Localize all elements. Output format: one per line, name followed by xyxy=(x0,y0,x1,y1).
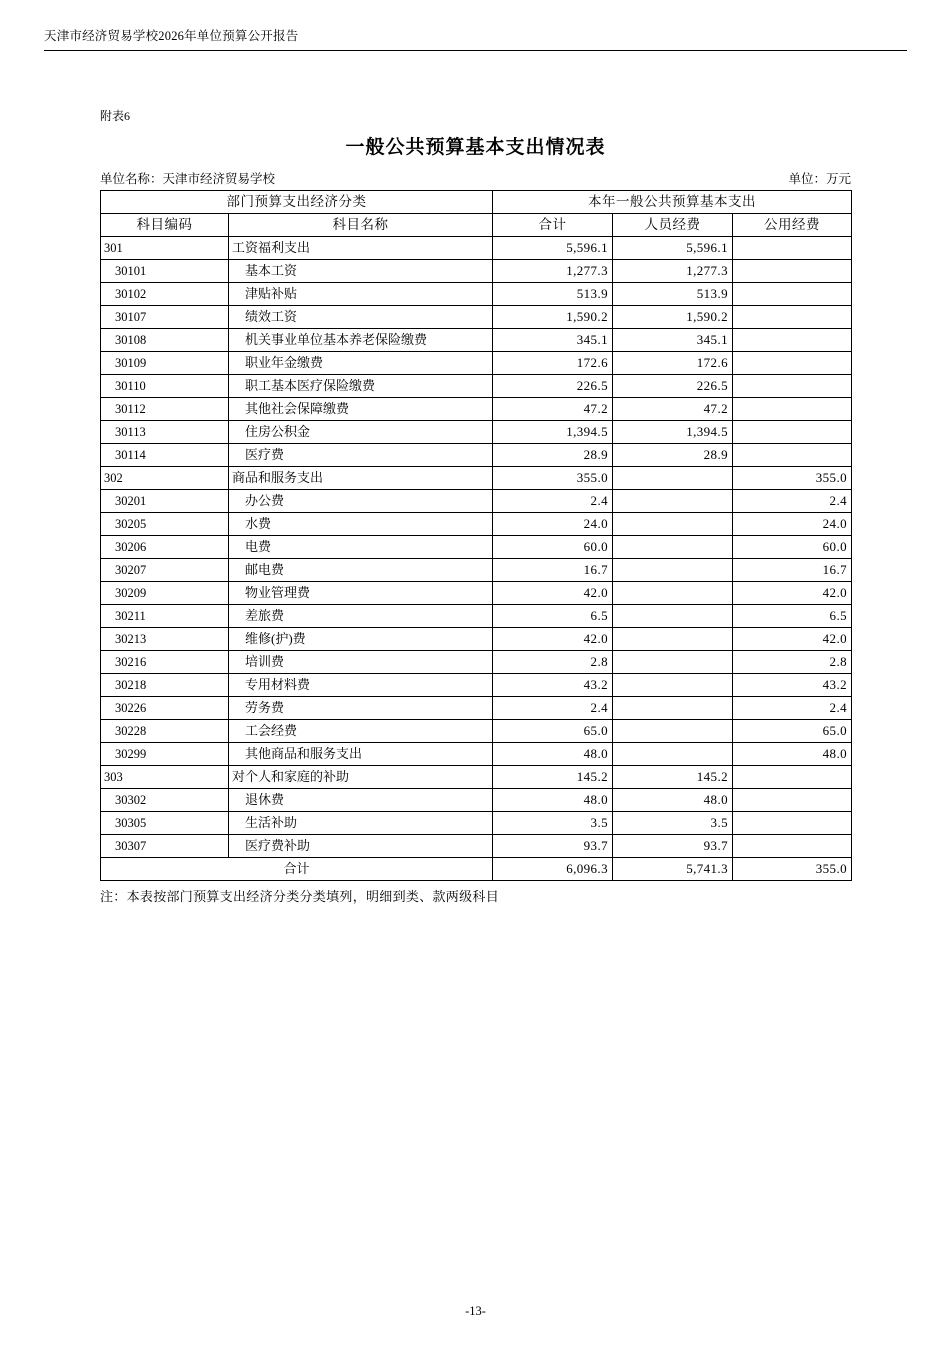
cell-subject-name: 办公费 xyxy=(229,490,493,513)
cell-subject-name: 基本工资 xyxy=(229,260,493,283)
cell-subject-code: 30216 xyxy=(101,651,229,674)
cell-total: 42.0 xyxy=(493,582,613,605)
cell-total: 226.5 xyxy=(493,375,613,398)
table-row xyxy=(101,513,852,536)
cell-personnel: 345.1 xyxy=(613,329,733,352)
cell-personnel: 1,277.3 xyxy=(613,260,733,283)
table-row xyxy=(101,375,852,398)
cell-total: 2.4 xyxy=(493,697,613,720)
cell-total: 60.0 xyxy=(493,536,613,559)
cell-personnel xyxy=(613,513,733,536)
cell-subject-code: 30110 xyxy=(101,375,229,398)
column-header-total: 合计 xyxy=(493,214,613,237)
cell-subject-name: 维修(护)费 xyxy=(229,628,493,651)
document-content xyxy=(100,108,851,905)
cell-public xyxy=(733,237,852,260)
cell-subject-code: 30299 xyxy=(101,743,229,766)
cell-total: 145.2 xyxy=(493,766,613,789)
table-row xyxy=(101,283,852,306)
cell-subject-name: 绩效工资 xyxy=(229,306,493,329)
total-public: 355.0 xyxy=(733,858,852,881)
cell-public: 2.4 xyxy=(733,490,852,513)
table-row xyxy=(101,812,852,835)
cell-public xyxy=(733,789,852,812)
cell-personnel xyxy=(613,490,733,513)
cell-subject-name: 住房公积金 xyxy=(229,421,493,444)
cell-public: 48.0 xyxy=(733,743,852,766)
cell-personnel xyxy=(613,536,733,559)
cell-personnel xyxy=(613,605,733,628)
group-header-left: 部门预算支出经济分类 xyxy=(101,191,493,214)
table-total-row xyxy=(101,858,852,881)
cell-public xyxy=(733,812,852,835)
cell-total: 345.1 xyxy=(493,329,613,352)
cell-subject-name: 医疗费补助 xyxy=(229,835,493,858)
cell-subject-name: 医疗费 xyxy=(229,444,493,467)
table-body xyxy=(101,237,852,858)
cell-subject-code: 30226 xyxy=(101,697,229,720)
cell-total: 6.5 xyxy=(493,605,613,628)
cell-total: 93.7 xyxy=(493,835,613,858)
cell-subject-code: 30101 xyxy=(101,260,229,283)
unit-measure-label: 单位：万元 xyxy=(788,172,851,186)
cell-personnel: 5,596.1 xyxy=(613,237,733,260)
column-header-public: 公用经费 xyxy=(733,214,852,237)
cell-subject-name: 职工基本医疗保险缴费 xyxy=(229,375,493,398)
table-row xyxy=(101,651,852,674)
cell-subject-code: 30113 xyxy=(101,421,229,444)
table-row xyxy=(101,835,852,858)
cell-total: 2.8 xyxy=(493,651,613,674)
cell-total: 1,394.5 xyxy=(493,421,613,444)
cell-personnel xyxy=(613,651,733,674)
cell-subject-code: 30205 xyxy=(101,513,229,536)
running-header: 天津市经济贸易学校2026年单位预算公开报告 xyxy=(44,29,299,43)
cell-total: 48.0 xyxy=(493,789,613,812)
total-total: 6,096.3 xyxy=(493,858,613,881)
cell-personnel: 48.0 xyxy=(613,789,733,812)
cell-subject-name: 劳务费 xyxy=(229,697,493,720)
cell-personnel: 1,394.5 xyxy=(613,421,733,444)
cell-subject-code: 30209 xyxy=(101,582,229,605)
cell-total: 47.2 xyxy=(493,398,613,421)
cell-public: 42.0 xyxy=(733,628,852,651)
cell-personnel xyxy=(613,467,733,490)
column-header-personnel: 人员经费 xyxy=(613,214,733,237)
cell-total: 42.0 xyxy=(493,628,613,651)
cell-total: 24.0 xyxy=(493,513,613,536)
cell-subject-name: 差旅费 xyxy=(229,605,493,628)
cell-public xyxy=(733,421,852,444)
unit-name-label: 单位名称：天津市经济贸易学校 xyxy=(100,172,276,186)
cell-subject-code: 30307 xyxy=(101,835,229,858)
table-note: 注：本表按部门预算支出经济分类分类填列，明细到类、款两级科目 xyxy=(100,889,500,904)
cell-public: 355.0 xyxy=(733,467,852,490)
cell-subject-name: 机关事业单位基本养老保险缴费 xyxy=(229,329,493,352)
cell-subject-code: 30102 xyxy=(101,283,229,306)
cell-subject-code: 30201 xyxy=(101,490,229,513)
cell-total: 513.9 xyxy=(493,283,613,306)
total-personnel: 5,741.3 xyxy=(613,858,733,881)
cell-personnel: 226.5 xyxy=(613,375,733,398)
cell-personnel: 145.2 xyxy=(613,766,733,789)
cell-subject-name: 其他社会保障缴费 xyxy=(229,398,493,421)
cell-personnel: 3.5 xyxy=(613,812,733,835)
cell-personnel xyxy=(613,697,733,720)
table-row xyxy=(101,789,852,812)
table-header xyxy=(101,191,852,237)
cell-subject-name: 退休费 xyxy=(229,789,493,812)
cell-public xyxy=(733,352,852,375)
cell-total: 2.4 xyxy=(493,490,613,513)
cell-total: 1,277.3 xyxy=(493,260,613,283)
cell-personnel: 1,590.2 xyxy=(613,306,733,329)
cell-total: 172.6 xyxy=(493,352,613,375)
cell-subject-code: 30207 xyxy=(101,559,229,582)
cell-subject-name: 工会经费 xyxy=(229,720,493,743)
table-column-header-row xyxy=(101,214,852,237)
cell-subject-code: 303 xyxy=(101,766,229,789)
table-row xyxy=(101,697,852,720)
cell-public xyxy=(733,329,852,352)
cell-subject-name: 津贴补贴 xyxy=(229,283,493,306)
cell-subject-name: 电费 xyxy=(229,536,493,559)
cell-subject-name: 职业年金缴费 xyxy=(229,352,493,375)
cell-public xyxy=(733,260,852,283)
table-footer xyxy=(101,858,852,881)
cell-personnel xyxy=(613,628,733,651)
table-row xyxy=(101,628,852,651)
cell-public: 43.2 xyxy=(733,674,852,697)
cell-public: 60.0 xyxy=(733,536,852,559)
table-row xyxy=(101,260,852,283)
budget-table xyxy=(100,190,852,881)
cell-subject-code: 30112 xyxy=(101,398,229,421)
table-row xyxy=(101,467,852,490)
cell-total: 355.0 xyxy=(493,467,613,490)
cell-subject-code: 30302 xyxy=(101,789,229,812)
cell-subject-code: 30228 xyxy=(101,720,229,743)
cell-personnel xyxy=(613,743,733,766)
cell-total: 43.2 xyxy=(493,674,613,697)
table-row xyxy=(101,605,852,628)
table-row xyxy=(101,674,852,697)
table-row xyxy=(101,743,852,766)
table-row xyxy=(101,444,852,467)
table-row xyxy=(101,398,852,421)
cell-subject-code: 30305 xyxy=(101,812,229,835)
cell-total: 3.5 xyxy=(493,812,613,835)
group-header-right: 本年一般公共预算基本支出 xyxy=(493,191,852,214)
cell-public xyxy=(733,375,852,398)
cell-personnel: 47.2 xyxy=(613,398,733,421)
cell-public: 2.4 xyxy=(733,697,852,720)
cell-public xyxy=(733,306,852,329)
table-row xyxy=(101,490,852,513)
cell-subject-code: 30206 xyxy=(101,536,229,559)
table-row xyxy=(101,559,852,582)
cell-subject-name: 物业管理费 xyxy=(229,582,493,605)
page-title: 一般公共预算基本支出情况表 xyxy=(345,137,606,158)
cell-subject-name: 水费 xyxy=(229,513,493,536)
cell-subject-code: 30107 xyxy=(101,306,229,329)
cell-subject-name: 工资福利支出 xyxy=(229,237,493,260)
table-row xyxy=(101,536,852,559)
page-number: -13- xyxy=(465,1304,486,1318)
table-row xyxy=(101,766,852,789)
cell-total: 16.7 xyxy=(493,559,613,582)
cell-public: 16.7 xyxy=(733,559,852,582)
cell-subject-code: 30109 xyxy=(101,352,229,375)
column-header-code: 科目编码 xyxy=(101,214,229,237)
cell-personnel: 93.7 xyxy=(613,835,733,858)
cell-subject-name: 培训费 xyxy=(229,651,493,674)
cell-public: 6.5 xyxy=(733,605,852,628)
cell-total: 28.9 xyxy=(493,444,613,467)
cell-public: 2.8 xyxy=(733,651,852,674)
cell-public xyxy=(733,283,852,306)
table-row xyxy=(101,329,852,352)
cell-total: 48.0 xyxy=(493,743,613,766)
cell-public xyxy=(733,835,852,858)
cell-subject-name: 专用材料费 xyxy=(229,674,493,697)
cell-personnel: 513.9 xyxy=(613,283,733,306)
cell-subject-name: 其他商品和服务支出 xyxy=(229,743,493,766)
cell-total: 1,590.2 xyxy=(493,306,613,329)
table-row xyxy=(101,352,852,375)
column-header-name: 科目名称 xyxy=(229,214,493,237)
table-row xyxy=(101,582,852,605)
cell-public xyxy=(733,766,852,789)
table-row xyxy=(101,720,852,743)
cell-subject-name: 对个人和家庭的补助 xyxy=(229,766,493,789)
cell-subject-name: 商品和服务支出 xyxy=(229,467,493,490)
table-meta-row xyxy=(100,169,851,187)
cell-public xyxy=(733,444,852,467)
cell-personnel: 172.6 xyxy=(613,352,733,375)
cell-public: 24.0 xyxy=(733,513,852,536)
cell-personnel: 28.9 xyxy=(613,444,733,467)
cell-subject-code: 30213 xyxy=(101,628,229,651)
cell-public: 42.0 xyxy=(733,582,852,605)
cell-public xyxy=(733,398,852,421)
cell-subject-name: 邮电费 xyxy=(229,559,493,582)
cell-subject-code: 30211 xyxy=(101,605,229,628)
table-group-header-row xyxy=(101,191,852,214)
table-row xyxy=(101,421,852,444)
table-row xyxy=(101,306,852,329)
total-label: 合计 xyxy=(101,858,493,881)
attachment-label: 附表6 xyxy=(100,109,131,123)
cell-subject-name: 生活补助 xyxy=(229,812,493,835)
header-divider xyxy=(44,50,907,51)
table-row xyxy=(101,237,852,260)
cell-total: 65.0 xyxy=(493,720,613,743)
cell-personnel xyxy=(613,720,733,743)
cell-subject-code: 302 xyxy=(101,467,229,490)
cell-public: 65.0 xyxy=(733,720,852,743)
cell-subject-code: 30108 xyxy=(101,329,229,352)
cell-personnel xyxy=(613,559,733,582)
cell-subject-code: 301 xyxy=(101,237,229,260)
cell-subject-code: 30218 xyxy=(101,674,229,697)
cell-subject-code: 30114 xyxy=(101,444,229,467)
cell-personnel xyxy=(613,674,733,697)
cell-personnel xyxy=(613,582,733,605)
cell-total: 5,596.1 xyxy=(493,237,613,260)
